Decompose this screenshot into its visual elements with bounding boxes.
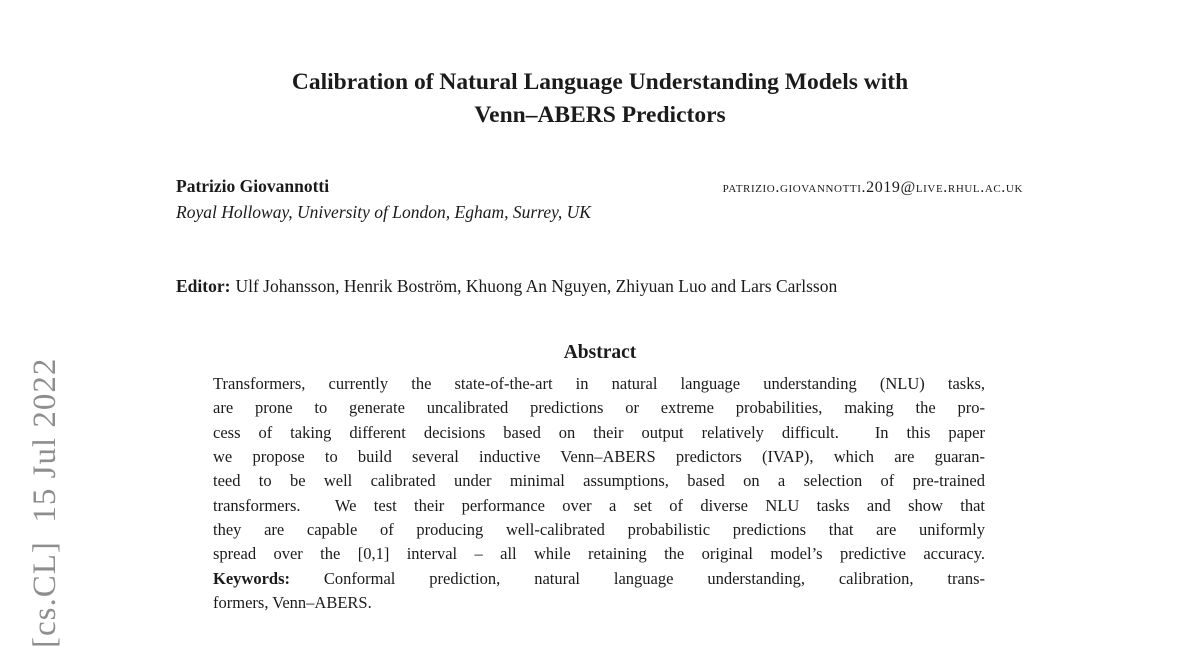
keywords-label: Keywords: [213,568,290,588]
editor-label: Editor: [176,276,231,296]
abstract-line: we propose to build several inductive Venn–ABERS predictors (IVAP), which are guaran- [213,447,985,467]
paper-title [0,68,1200,129]
abstract-body [213,372,985,615]
paper-title-line2: Venn–ABERS Predictors [474,102,726,128]
abstract-line: teed to be well calibrated under minimal assumptions, based on a selection of pre-trained [213,471,985,491]
author-email: patrizio.giovannotti.2019@live.rhul.ac.uk [722,179,1023,196]
abstract-line: they are capable of producing well-calibrated probabilistic predictions that are uniformly [213,520,985,540]
keywords-last-line: formers, Venn–ABERS. [213,593,372,613]
editor-names: Ulf Johansson, Henrik Boström, Khuong An Nguyen, Zhiyuan Luo and Lars Carlsson [235,276,838,296]
editor-line [176,276,837,297]
keywords-text: Conformal prediction, natural language understanding, calibration, trans- [290,568,985,588]
paper-title-line1: Calibration of Natural Language Understanding Models with [291,69,909,95]
abstract-line: transformers. We test their performance over a set of diverse NLU tasks and show that [213,495,985,515]
abstract-line: are prone to generate uncalibrated predictions or extreme probabilities, making the pro- [213,398,985,418]
arxiv-stamp: [cs.CL] 15 Jul 2022 [27,357,63,648]
abstract-heading: Abstract [563,342,637,363]
abstract-line: Transformers, currently the state-of-the-art in natural language understanding (NLU) tasks, [213,374,985,393]
author-name: Patrizio Giovannotti [176,176,330,196]
keywords-line [213,567,985,591]
author-row [176,176,1023,197]
abstract-line: cess of taking different decisions based on their output relatively difficult. In this paper [213,422,985,442]
author-affiliation: Royal Holloway, University of London, Egham, Surrey, UK [176,202,591,222]
abstract-line: spread over the [0,1] interval – all while retaining the original model’s predictive accuracy. [213,544,985,564]
